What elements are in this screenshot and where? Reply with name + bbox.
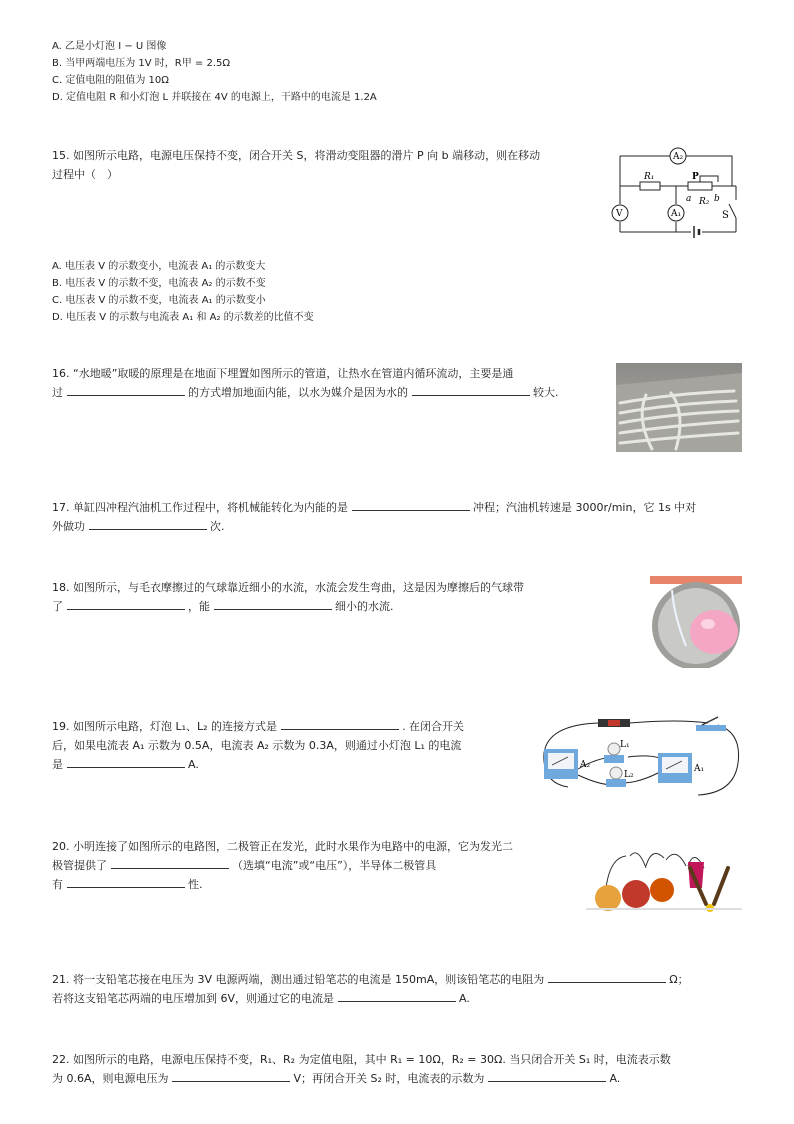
q19-line1-a: 19. 如图所示电路，灯泡 L₁、L₂ 的连接方式是 <box>52 720 278 733</box>
q20-line1: 20. 小明连接了如图所示的电路图，二极管正在发光，此时水果作为电路中的电源，它为发光二 <box>52 840 513 853</box>
q15-option-a: A. 电压表 V 的示数变小，电流表 A₁ 的示数变大 <box>52 261 266 272</box>
q21-line1-b: Ω； <box>669 973 689 986</box>
floor-heating-pipes-photo <box>616 363 742 452</box>
q16-line1: 16. “水地暖”取暖的原理是在地面下埋置如图所示的管道，让热水在管道内循环流动，主要是通 <box>52 367 514 380</box>
q17-line1-a: 17. 单缸四冲程汽油机工作过程中，将机械能转化为内能的是 <box>52 501 348 514</box>
q15-label-r2: R₂ <box>699 197 710 207</box>
q21-text <box>52 970 689 1008</box>
q19-text <box>52 717 464 774</box>
balloon-water-stream-photo <box>650 576 742 668</box>
q15-option-c: C. 电压表 V 的示数不变，电流表 A₁ 的示数变小 <box>52 295 266 306</box>
q22-text <box>52 1050 671 1088</box>
q15-label-a: a <box>686 194 692 204</box>
q18-line2-b: ，能 <box>188 600 210 613</box>
q17-blank-1[interactable] <box>352 498 470 511</box>
q17-blank-2[interactable] <box>89 517 207 530</box>
q15-label-p: P <box>692 172 699 182</box>
q22-line2 <box>52 1069 671 1088</box>
q19-label-l2: L₂ <box>624 770 634 780</box>
q20-line3 <box>52 875 513 894</box>
q18-line1: 18. 如图所示，与毛衣摩擦过的气球靠近细小的水流，水流会发生弯曲，这是因为摩擦后的气球带 <box>52 581 524 594</box>
q21-line2-a: 若将这支铅笔芯两端的电压增加到 6V，则通过它的电流是 <box>52 992 335 1005</box>
q19-line3-b: A. <box>188 758 199 771</box>
q19-line3 <box>52 755 464 774</box>
q16-line2-a: 过 <box>52 386 63 399</box>
q14-options <box>52 38 377 106</box>
q15-label-a2: A₂ <box>673 152 684 162</box>
q15-option-b: B. 电压表 V 的示数不变，电流表 A₂ 的示数不变 <box>52 278 266 289</box>
q19-line3-a: 是 <box>52 758 63 771</box>
q22-blank-2[interactable] <box>488 1069 606 1082</box>
q21-line2 <box>52 989 689 1008</box>
q19-circuit-photo <box>538 713 744 801</box>
fruit-battery-led-photo <box>586 838 742 918</box>
q19-line2: 后，如果电流表 A₁ 示数为 0.5A，电流表 A₂ 示数为 0.3A，则通过小灯泡 L₁ 的电流 <box>52 739 462 752</box>
q19-label-l1: L₁ <box>620 740 630 750</box>
q15-label-r1: R₁ <box>644 172 655 182</box>
q18-blank-1[interactable] <box>67 597 185 610</box>
q14-option-b: B. 当甲两端电压为 1V 时，R甲 = 2.5Ω <box>52 58 231 69</box>
q15-label-s: S <box>722 210 729 221</box>
q15-stem-line1: 15. 如图所示电路，电源电压保持不变，闭合开关 S，将滑动变阻器的滑片 P 向 b 端移动，则在移动 <box>52 149 541 162</box>
q20-line2-a: 极管提供了 <box>52 859 107 872</box>
q16-line2-b: 的方式增加地面内能，以水为媒介是因为水的 <box>188 386 408 399</box>
q19-line1 <box>52 717 464 736</box>
q19-label-a1: A₁ <box>694 764 705 774</box>
q15-label-v: V <box>616 209 623 219</box>
q22-line2-a: 为 0.6A，则电源电压为 <box>52 1072 169 1085</box>
q15-stem-line2: 过程中（ ） <box>52 168 118 181</box>
q17-line1-b: 冲程；汽油机转速是 3000r/min，它 1s 中对 <box>473 501 697 514</box>
q19-blank-1[interactable] <box>281 717 399 730</box>
q20-line3-b: 性. <box>188 878 203 891</box>
q20-line2-b: （选填“电流”或“电压”），半导体二极管具 <box>232 859 437 872</box>
q22-line2-c: A. <box>609 1072 621 1085</box>
q15-label-a1: A₁ <box>671 209 682 219</box>
q16-line2-c: 较大. <box>533 386 559 399</box>
q15-option-d: D. 电压表 V 的示数与电流表 A₁ 和 A₂ 的示数差的比值不变 <box>52 312 314 323</box>
q17-text <box>52 498 696 536</box>
q20-blank-1[interactable] <box>111 856 229 869</box>
q20-text <box>52 837 513 894</box>
q20-blank-2[interactable] <box>67 875 185 888</box>
q22-line2-b: V；再闭合开关 S₂ 时，电流表的示数为 <box>293 1072 485 1085</box>
q21-blank-1[interactable] <box>548 970 666 983</box>
q15-label-b: b <box>714 194 720 204</box>
q21-blank-2[interactable] <box>338 989 456 1002</box>
q20-line2 <box>52 856 513 875</box>
q16-line2 <box>52 383 559 402</box>
q21-line1 <box>52 970 689 989</box>
q18-blank-2[interactable] <box>214 597 332 610</box>
q14-option-c: C. 定值电阻的阻值为 10Ω <box>52 75 169 86</box>
q21-line2-b: A. <box>459 992 470 1005</box>
q15-options <box>52 258 314 326</box>
q17-line2 <box>52 517 696 536</box>
q14-option-d: D. 定值电阻 R 和小灯泡 L 并联接在 4V 的电源上，干路中的电流是 1.2A <box>52 92 377 103</box>
q18-line2-a: 了 <box>52 600 63 613</box>
q19-blank-2[interactable] <box>67 755 185 768</box>
q17-line2-b: 次. <box>210 520 225 533</box>
q20-line3-a: 有 <box>52 878 63 891</box>
q17-line1 <box>52 498 696 517</box>
q18-line2-c: 细小的水流. <box>335 600 394 613</box>
q18-text <box>52 578 524 616</box>
q18-line2 <box>52 597 524 616</box>
q15-stem <box>52 146 540 184</box>
q19-line1-b: . 在闭合开关 <box>402 720 465 733</box>
q14-option-a: A. 乙是小灯泡 I − U 图像 <box>52 41 167 52</box>
q19-label-a2: A₂ <box>580 760 591 770</box>
q16-blank-2[interactable] <box>412 383 530 396</box>
q15-circuit-diagram <box>606 146 746 242</box>
q22-blank-1[interactable] <box>172 1069 290 1082</box>
q17-line2-a: 外做功 <box>52 520 85 533</box>
q22-line1: 22. 如图所示的电路，电源电压保持不变，R₁、R₂ 为定值电阻，其中 R₁ = 10Ω，R₂ = 30Ω. 当只闭合开关 S₁ 时，电流表示数 <box>52 1053 671 1066</box>
q16-blank-1[interactable] <box>67 383 185 396</box>
q16-text <box>52 364 559 402</box>
q21-line1-a: 21. 将一支铅笔芯接在电压为 3V 电源两端，测出通过铅笔芯的电流是 150mA，则该铅笔芯的电阻为 <box>52 973 545 986</box>
